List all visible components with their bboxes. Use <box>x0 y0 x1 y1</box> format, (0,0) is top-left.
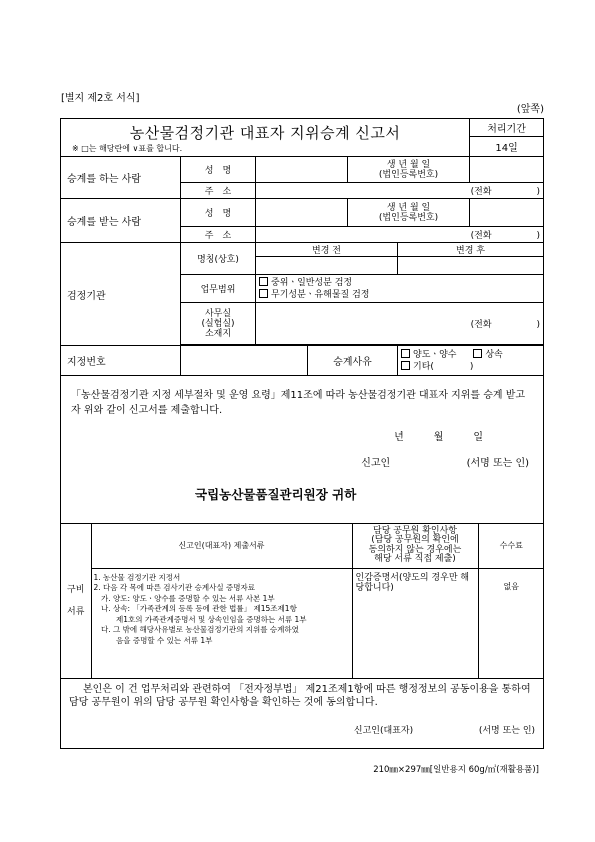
scope-option-2[interactable]: 무기성분ㆍ유해물질 검정 <box>259 289 540 301</box>
submit-documents-list <box>91 568 352 678</box>
documents-row-label: 구비 서류 <box>61 524 91 678</box>
after-change-label: 변경 후 <box>398 243 544 257</box>
consent-cell <box>61 679 544 749</box>
paper-spec: 210㎜×297㎜[일반용지 60g/㎡(재활용품)] <box>373 765 539 775</box>
name-after-field[interactable] <box>398 257 544 275</box>
reporter-signature-label: (서명 또는 인) <box>466 458 530 469</box>
official-check-header: 담당 공무원 확인사항 (담당 공무원의 확인에 동의하지 않는 경우에는 해당 서류 직접 제출) <box>352 524 478 568</box>
title-cell <box>61 119 470 157</box>
declaration-text: 「농산물검정기관 지정 세부절차 및 운영 요령」제11조에 따라 농산물검정기관 대표자 지위를 승계 받고자 위와 같이 신고서를 제출합니다. <box>71 390 526 416</box>
agency-label: 검정기관 <box>61 243 181 346</box>
designation-number-label: 지정번호 <box>61 346 181 376</box>
transferor-label: 승계를 하는 사람 <box>61 157 181 199</box>
form-number-label: [별지 제2호 서식] <box>61 93 140 104</box>
transferor-birth-field[interactable] <box>470 157 544 183</box>
consent-signer-label: 신고인(대표자) <box>353 726 414 736</box>
submit-documents-header: 신고인(대표자) 제출서류 <box>91 524 352 568</box>
fee-header: 수수료 <box>478 524 544 568</box>
before-change-label: 변경 전 <box>256 243 398 257</box>
checkbox-icon[interactable] <box>259 289 268 298</box>
consent-text: 본인은 이 건 업무처리와 관련하여 「전자정부법」 제21조제1항에 따른 행정정보의 공동이용을 통하여 담당 공무원이 위의 담당 공무원 확인사항을 확인하는 것에 동의합니다. <box>69 684 531 708</box>
front-side-label: (앞쪽) <box>516 104 544 115</box>
declaration-date: 년 월 일 <box>394 432 484 443</box>
declaration-cell <box>61 376 544 524</box>
consent-signer-line <box>69 723 535 736</box>
office-location-label: 사무실 (실험실) 소재지 <box>181 303 256 345</box>
reason-option-other[interactable]: 기타( ) <box>401 361 540 373</box>
checkbox-icon[interactable] <box>259 277 268 286</box>
form-title: 농산물검정기관 대표자 지위승계 신고서 <box>129 123 401 142</box>
transferee-label: 승계를 받는 사람 <box>61 199 181 243</box>
processing-period-value: 14일 <box>470 137 544 157</box>
transferee-name-field[interactable] <box>256 199 348 227</box>
transferor-address-field[interactable]: (전화 ) <box>256 183 544 199</box>
recipient: 국립농산물품질관리원장 귀하 <box>195 487 357 502</box>
designation-number-field[interactable] <box>181 346 308 376</box>
name-before-field[interactable] <box>256 257 398 275</box>
transferee-birth-label: 생 년 월 일 (법인등록번호) <box>348 199 470 227</box>
scope-label: 업무범위 <box>181 275 256 303</box>
submit-item: 1. 농산물 검정기관 지정서 <box>93 572 181 582</box>
transferor-name-field[interactable] <box>256 157 348 183</box>
checkbox-icon[interactable] <box>401 349 410 358</box>
reason-option-transfer[interactable]: 양도ㆍ양수 <box>401 350 456 360</box>
scope-option-1[interactable]: 중위ㆍ일반성분 검정 <box>259 277 540 289</box>
agency-name-label: 명칭(상호) <box>181 243 256 275</box>
reason-option-inheritance[interactable]: 상속 <box>473 350 502 360</box>
submit-item: 다. 그 밖에 해당사유별로 농산물검정기관의 지위를 승계하였 <box>93 625 299 634</box>
submit-item: 제1호의 가족관계증명서 및 상속인임을 증명하는 서류 1부 <box>93 614 307 624</box>
reason-label: 승계사유 <box>308 346 398 376</box>
reporter-line <box>71 456 533 471</box>
reporter-label: 신고인 <box>361 458 391 469</box>
transferee-name-label: 성 명 <box>181 199 256 227</box>
submit-item: 2. 다음 각 목에 따른 검사기관 승계사실 증명자료 <box>93 583 255 592</box>
transferee-address-field[interactable]: (전화 ) <box>256 227 544 243</box>
fee-value: 없음 <box>503 581 519 591</box>
checkbox-note: ※ □는 해당란에 ∨표를 합니다. <box>72 143 183 153</box>
submit-item: 가. 양도: 양도ㆍ양수를 증명할 수 있는 서류 사본 1부 <box>93 593 275 603</box>
transferor-birth-label: 생 년 월 일 (법인등록번호) <box>348 157 470 183</box>
submit-item: 나. 상속: 「가족관계의 등록 등에 관한 법률」 제15조제1항 <box>93 604 297 613</box>
reason-options <box>398 346 544 376</box>
transferee-birth-field[interactable] <box>470 199 544 227</box>
transferor-name-label: 성 명 <box>181 157 256 183</box>
official-check-item: 인감증명서(양도의 경우만 해당합니다) <box>352 568 478 678</box>
transferee-address-label: 주 소 <box>181 227 256 243</box>
report-form-table <box>60 118 544 749</box>
submit-item: 음을 증명할 수 있는 서류 1부 <box>93 635 213 645</box>
checkbox-icon[interactable] <box>401 361 410 370</box>
checkbox-icon[interactable] <box>473 349 482 358</box>
office-location-field[interactable]: (전화 ) <box>256 303 544 345</box>
transferor-address-label: 주 소 <box>181 183 256 199</box>
consent-signature-label: (서명 또는 인) <box>478 726 536 736</box>
scope-options <box>256 275 544 303</box>
processing-period-label: 처리기간 <box>470 119 544 137</box>
